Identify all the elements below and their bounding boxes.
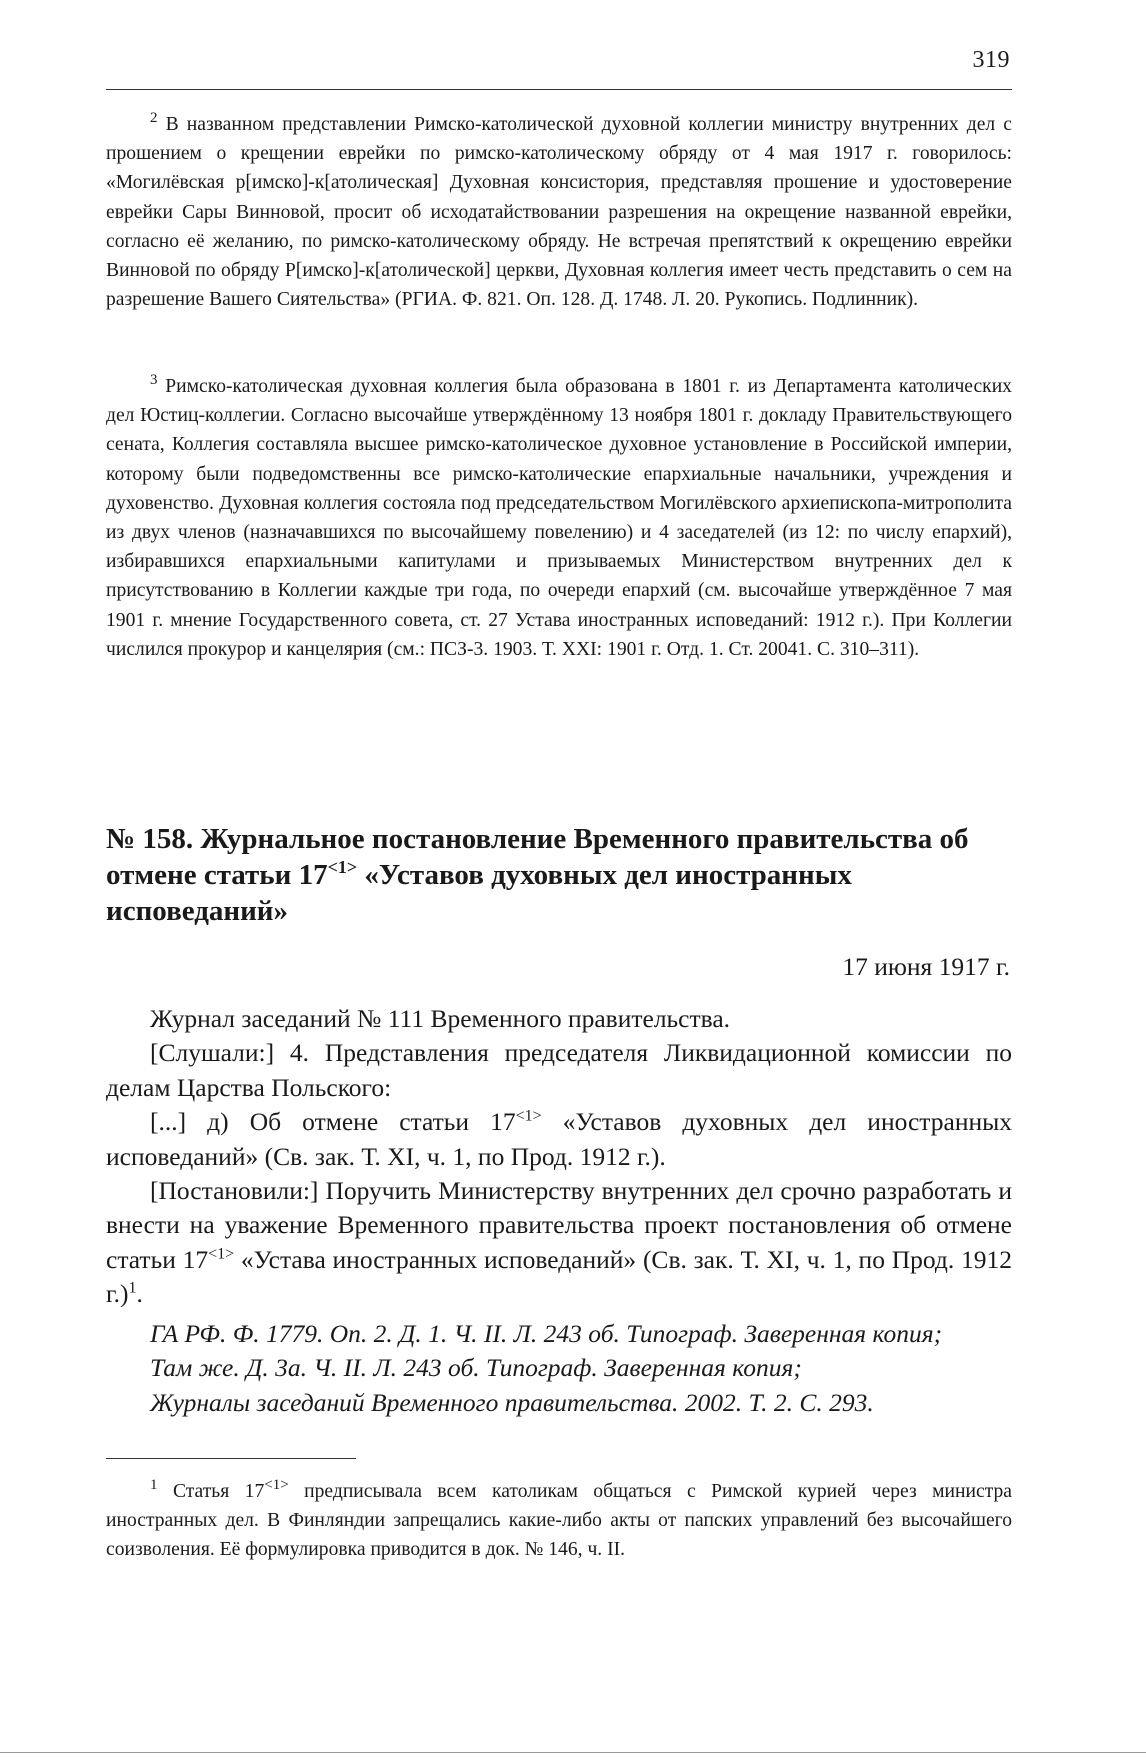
- p3-part-2: «Уставов духовных дел иностранных исповеданий» (Св. зак. Т. XI, ч. 1, по Прод. 1912 г.).: [106, 1107, 1012, 1171]
- footnote-3: [106, 372, 1012, 664]
- footnote-1-sup: <1>: [264, 1476, 289, 1493]
- body-paragraph-2: [Слушали:] 4. Представления председателя Ликвидационной комиссии по делам Царства Польского:: [106, 1038, 1012, 1102]
- header-rule: [106, 89, 1012, 90]
- p3-sup: <1>: [515, 1107, 542, 1125]
- title-part-2: «Уставов духовных дел иностранных исповеданий»: [106, 859, 852, 927]
- p4-part-2: «Устава иностранных исповеданий» (Св. зак. Т. XI, ч. 1, по Прод. 1912 г.): [106, 1244, 1012, 1309]
- p4-end: .: [136, 1279, 143, 1309]
- footnote-2: [106, 110, 1012, 314]
- footnote-rule: [106, 1458, 356, 1459]
- p4-part-1: [Постановили:] Поручить Министерству внутренних дел срочно разработать и внести на уважение Временного правительства проект постановления об отмене статьи 17: [106, 1176, 1012, 1274]
- source-line-2: Там же. Д. 3а. Ч. II. Л. 243 об. Типограф. Заверенная копия;: [150, 1353, 802, 1383]
- footnote-3-mark: 3: [150, 371, 158, 388]
- archival-sources: [150, 1317, 1010, 1420]
- p4-sup: <1>: [208, 1245, 235, 1263]
- body-paragraph-1: Журнал заседаний № 111 Временного правительства.: [150, 1004, 731, 1033]
- document-body: [106, 1002, 1012, 1312]
- source-line-1: ГА РФ. Ф. 1779. Оп. 2. Д. 1. Ч. II. Л. 243 об. Типограф. Заверенная копия;: [150, 1319, 943, 1348]
- footnote-3-text: Римско-католическая духовная коллегия была образована в 1801 г. из Департамента католических дел Юстиц-коллегии. Согласно высочайше утверждённому 13 ноября 1801 г. докладу Правительствующего сената, Коллегия составляла высшее римско-католическое духовное установление в Российской империи, которому были подведомственны все римско-католические епархиальные начальники, учреждения и духовенство. Духовная коллегия состояла под председательством Могилёвского архиепископа-митрополита из двух членов (назначавшихся по высочайшему повелению) и 4 заседателей (из 12: по числу епархий), избиравшихся епархиальными капитулами и призываемых Министерством внутренних дел к присутствованию в Коллегии каждые три года, по очереди епархий (см. высочайше утверждённое 7 мая 1901 г. мнение Государственного совета, ст. 27 Устава иностранных исповеданий: 1912 г.). При Коллегии числился прокурор и канцелярия (см.: ПСЗ-3. 1903. Т. XXI: 1901 г. Отд. 1. Ст. 20041. С. 310–311).: [106, 376, 1012, 660]
- title-part-1: № 158. Журнальное постановление Временного правительства об отмене статьи 17: [106, 823, 969, 891]
- footnote-1-part-2: предписывала всем католикам общаться с Римской курией через министра иностранных дел. В Финляндии запрещались какие-либо акты от папских управлений без высочайшего соизволения. Её формулировка приводится в док. № 146, ч. II.: [106, 1481, 1013, 1561]
- scan-edge-line: [0, 1752, 1146, 1753]
- p4-footnote-mark: 1: [128, 1279, 137, 1297]
- body-paragraph-4: [106, 1174, 1012, 1312]
- footnote-2-text: В названном представлении Римско-католической духовной коллегии министру внутренних дел с прошением о крещении еврейки по римско-католическому обряду от 4 мая 1917 г. говорилось: «Могилёвская р[имско]-к[атолическая] Духовная консистория, представляя прошение и удостоверение еврейки Сары Винновой, просит об исходатайствовании разрешения на окрещение названной еврейки, согласно её желанию, по римско-католическому обряду. Не встречая препятствий к окрещению еврейки Винновой по обряду Р[имско]-к[атолической] церкви, Духовная коллегия имеет честь представить о сем на разрешение Вашего Сиятельства» (РГИА. Ф. 821. Оп. 128. Д. 1748. Л. 20. Рукопись. Подлинник).: [106, 114, 1012, 311]
- footnote-1: [106, 1477, 1012, 1565]
- document-date: 17 июня 1917 г.: [842, 952, 1010, 981]
- footnote-1-mark: 1: [150, 1476, 158, 1493]
- source-line-3: Журналы заседаний Временного правительства. 2002. Т. 2. С. 293.: [150, 1387, 874, 1417]
- p3-part-1: [...] д) Об отмене статьи 17: [150, 1107, 516, 1137]
- footnote-2-mark: 2: [150, 109, 158, 126]
- body-paragraph-3: [106, 1105, 1012, 1174]
- document-title: [106, 821, 1012, 929]
- page-number: 319: [972, 47, 1010, 73]
- footnote-1-part-1: Статья 17: [172, 1481, 265, 1502]
- title-sup: <1>: [327, 857, 358, 878]
